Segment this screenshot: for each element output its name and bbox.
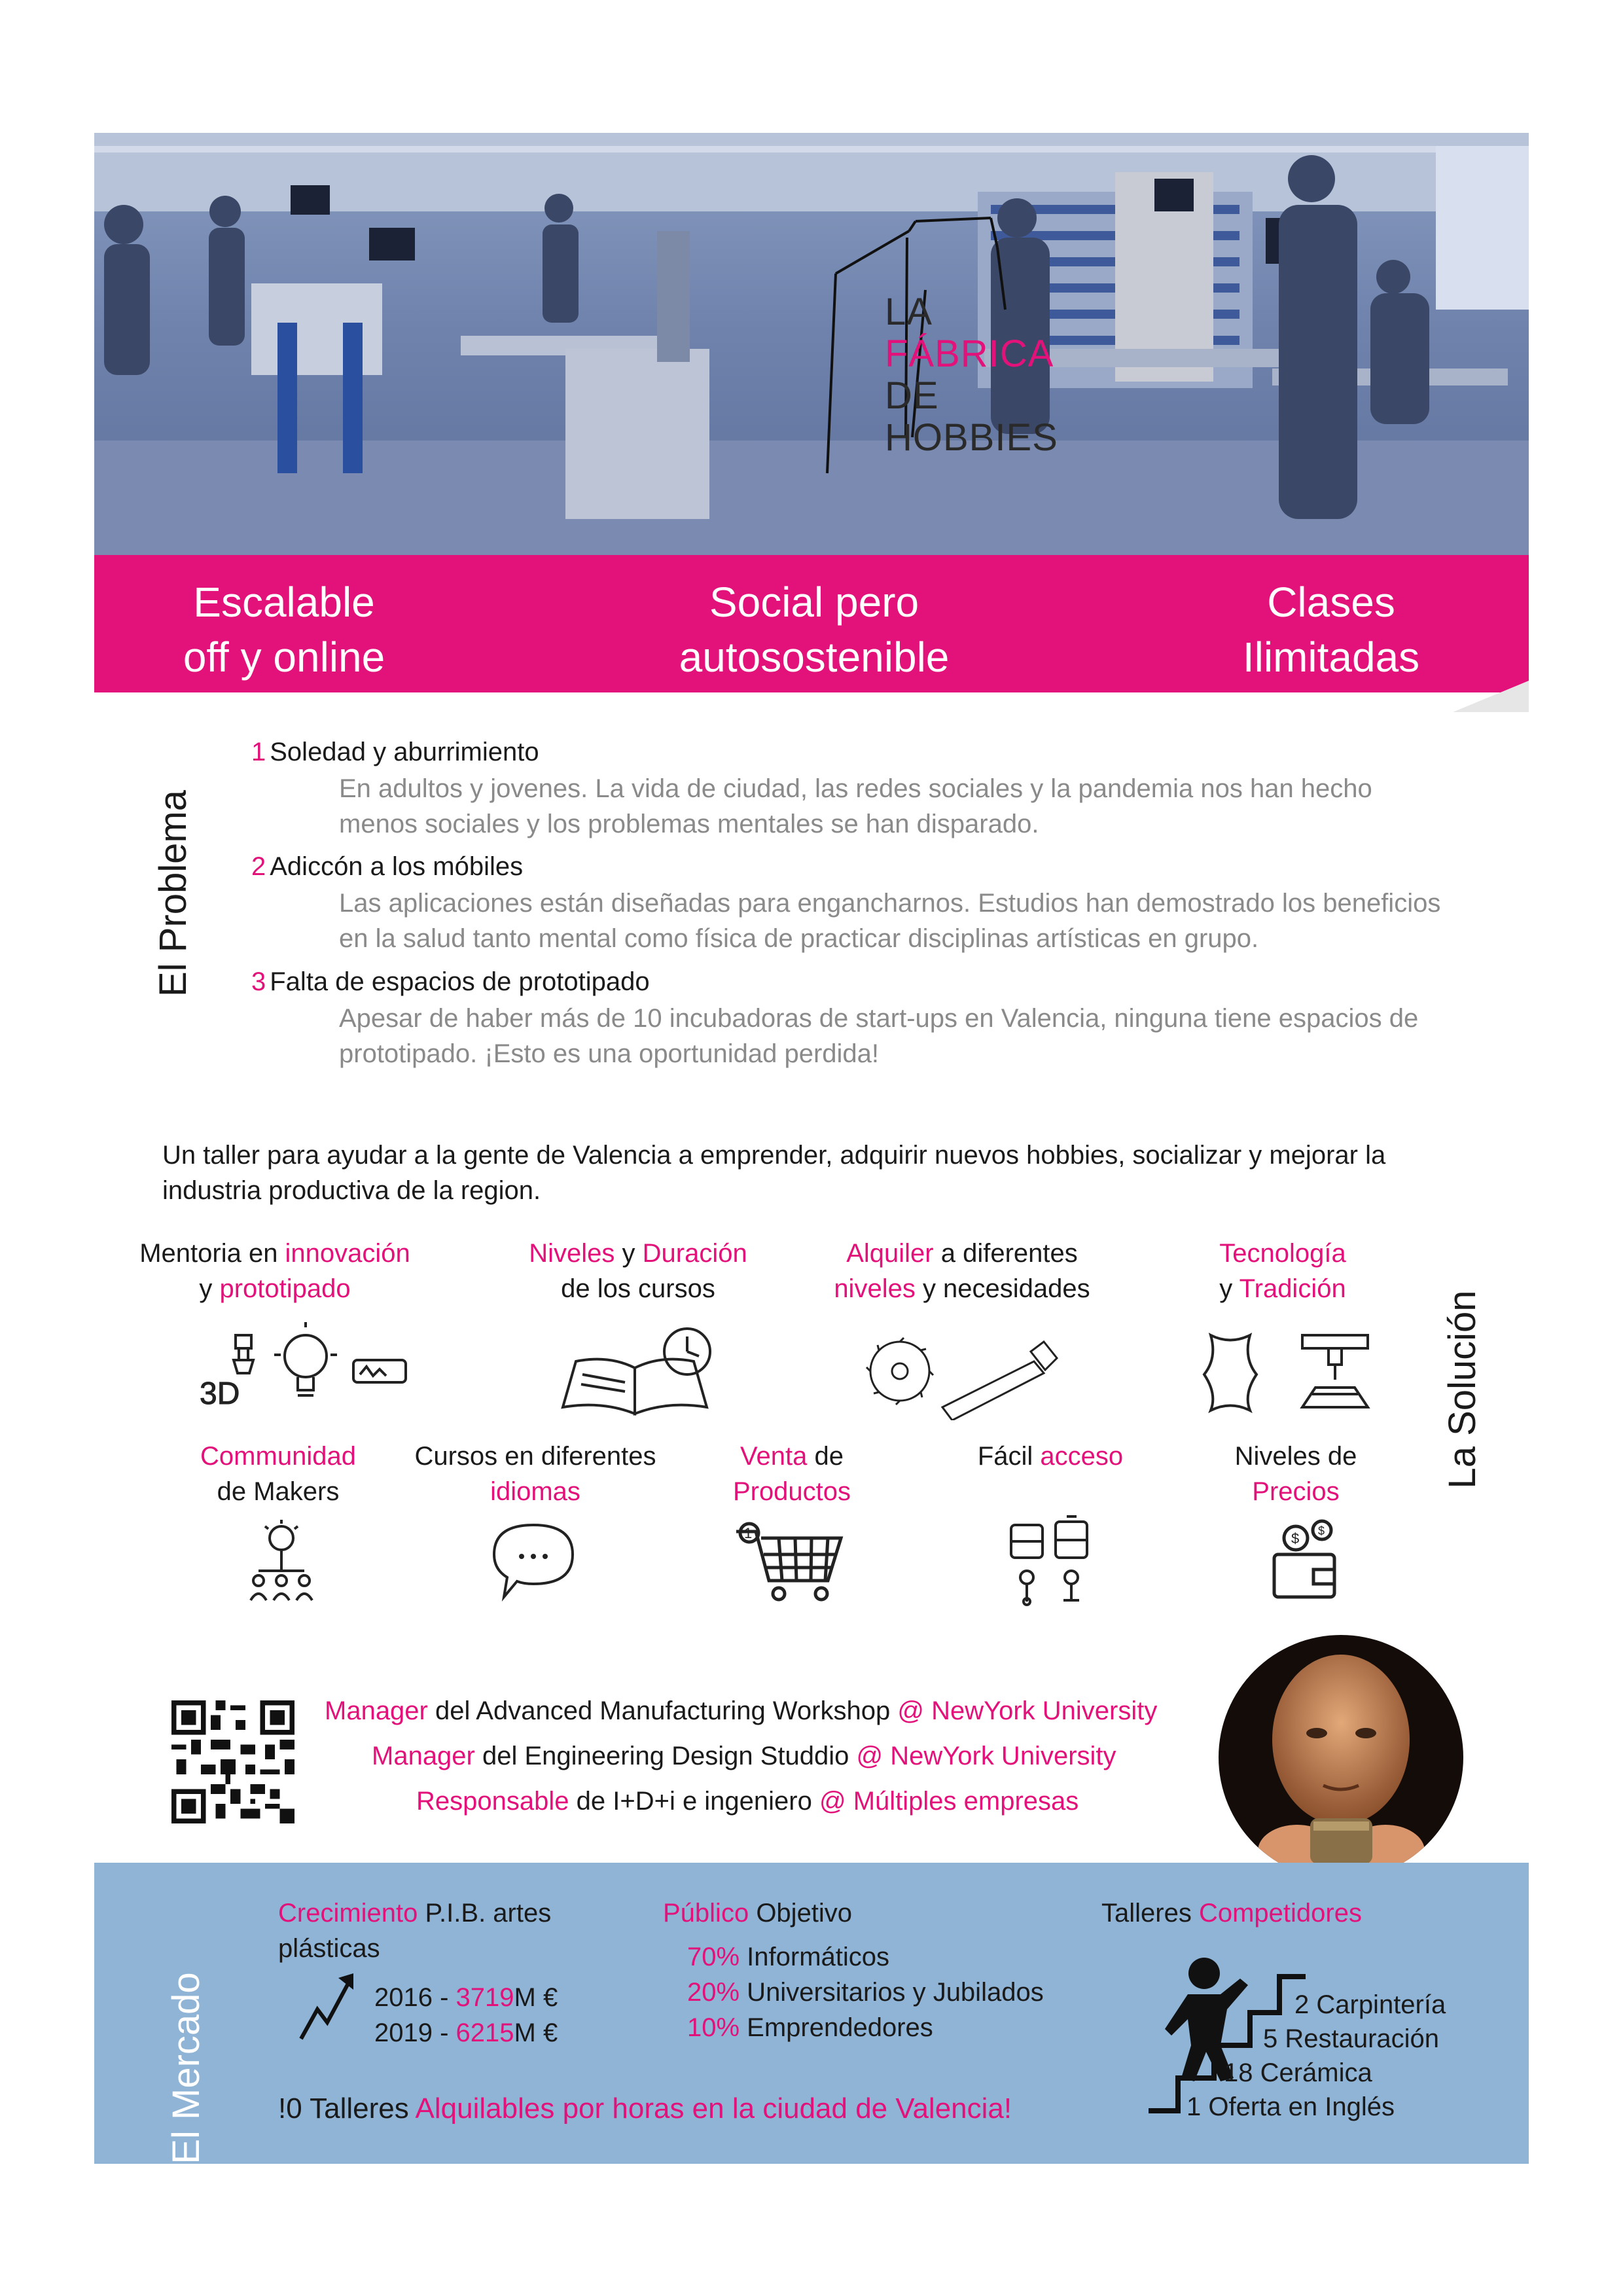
transport-icons <box>1005 1515 1096 1607</box>
shopping-cart-icon <box>730 1518 847 1604</box>
founder-avatar <box>1219 1635 1463 1880</box>
competitors-heading: Talleres Competidores <box>1101 1899 1362 1928</box>
feature-access: Fácil acceso <box>977 1442 1124 1471</box>
logo-line-1: LA <box>885 291 933 333</box>
public-heading: Público Objetivo <box>663 1899 853 1928</box>
problem-section-title: El Problema <box>152 790 194 997</box>
pillar-social: Social pero autosostenible <box>679 579 950 681</box>
problem-item-3-text: Apesar de haber más de 10 incubadoras de start-ups en Valencia, ninguna tiene espacios de prototipado. ¡Esto es una oportunidad perdida! <box>339 1004 1419 1068</box>
competitor-carpentry: 2 Carpintería <box>1294 1990 1446 2019</box>
growth-heading: Crecimiento P.I.B. artes plásticas <box>278 1899 552 1963</box>
credential-2: Manager del Engineering Design Studdio @ NewYork University <box>372 1742 1116 1770</box>
problem-item-1-title: 1 Soledad y aburrimiento <box>251 738 539 766</box>
competitor-restoration: 5 Restauración <box>1263 2024 1440 2053</box>
logo-line-3: DE <box>885 374 939 417</box>
mentoring-icons <box>193 1322 416 1414</box>
wallet-coins-icon <box>1266 1518 1345 1604</box>
problem-item-3-title: 3 Falta de espacios de prototipado <box>251 967 650 996</box>
credential-1: Manager del Advanced Manufacturing Workshop @ NewYork University <box>325 1696 1158 1725</box>
feature-community: Communidad de Makers <box>200 1442 356 1506</box>
3d-label: 3D <box>200 1376 240 1411</box>
growth-2016: 2016 - 3719M € <box>374 1983 558 2012</box>
cart-badge: 1 <box>744 1525 753 1541</box>
feature-levels-duration: Niveles y Duración de los cursos <box>529 1239 747 1303</box>
banner-fold <box>1453 681 1529 712</box>
svg-text:$: $ <box>1291 1530 1300 1547</box>
public-row-3: 10% Emprendedores <box>687 2013 933 2042</box>
public-row-1: 70% Informáticos <box>687 1943 890 1971</box>
saw-icons <box>864 1322 1060 1420</box>
problem-item-2-text: Las aplicaciones están diseñadas para engancharnos. Estudios han demostrado los beneficios en la salud tanto mental como física de practicar disciplinas artísticas en grupo. <box>339 889 1441 953</box>
competitor-english: 1 Oferta en Inglés <box>1186 2092 1395 2121</box>
qr-code[interactable] <box>171 1700 294 1823</box>
problem-item-1-text: En adultos y jovenes. La vida de ciudad, las redes sociales y la pandemia nos han hecho menos sociales y los problemas mentales se han disparado. <box>339 774 1372 838</box>
feature-sales: Venta de Productos <box>732 1442 851 1506</box>
pillar-classes: Clases Ilimitadas <box>1242 579 1420 681</box>
value-banner <box>94 555 1529 692</box>
trend-up-icon <box>298 1970 360 2042</box>
feature-mentoring: Mentoria en innovación y prototipado <box>139 1239 410 1303</box>
solution-section-title: La Solución <box>1441 1290 1484 1489</box>
feature-languages: Cursos en diferentes idiomas <box>414 1442 656 1506</box>
open-book-clock-icon <box>556 1322 720 1420</box>
market-section-title: El Mercado <box>165 1972 207 2164</box>
pillar-scalable: Escalable off y online <box>183 579 385 681</box>
solution-intro: Un taller para ayudar a la gente de Valencia a emprender, adquirir nuevos hobbies, socializar y mejorar la industria productiva de la region. <box>162 1141 1386 1205</box>
workshop-photo-illustration <box>94 133 1529 555</box>
problem-item-2-title: 2 Adiccón a los móbiles <box>251 852 524 881</box>
hero-photo <box>94 133 1529 555</box>
feature-rental: Alquiler a diferentes niveles y necesidades <box>834 1239 1090 1303</box>
svg-text:$: $ <box>1318 1524 1325 1537</box>
community-network-icon <box>245 1518 317 1604</box>
credential-3: Responsable de I+D+i e ingeniero @ Múltiples empresas <box>416 1787 1079 1816</box>
logo-line-4: HOBBIES <box>885 416 1058 459</box>
public-row-2: 20% Universitarios y Jubilados <box>687 1978 1044 2007</box>
logo <box>885 291 1058 459</box>
feature-prices: Niveles de Precios <box>1234 1442 1357 1506</box>
feature-tech-tradition: Tecnología y Tradición <box>1219 1239 1346 1303</box>
market-footer: !0 Talleres Alquilables por horas en la ciudad de Valencia! <box>278 2092 1012 2125</box>
speech-bubble-icon <box>488 1518 579 1604</box>
logo-line-2: FÁBRICA <box>885 332 1054 375</box>
competitor-ceramics: 18 Cerámica <box>1224 2058 1372 2087</box>
growth-2019: 2019 - 6215M € <box>374 2018 558 2047</box>
leather-cnc-icons <box>1198 1322 1381 1420</box>
